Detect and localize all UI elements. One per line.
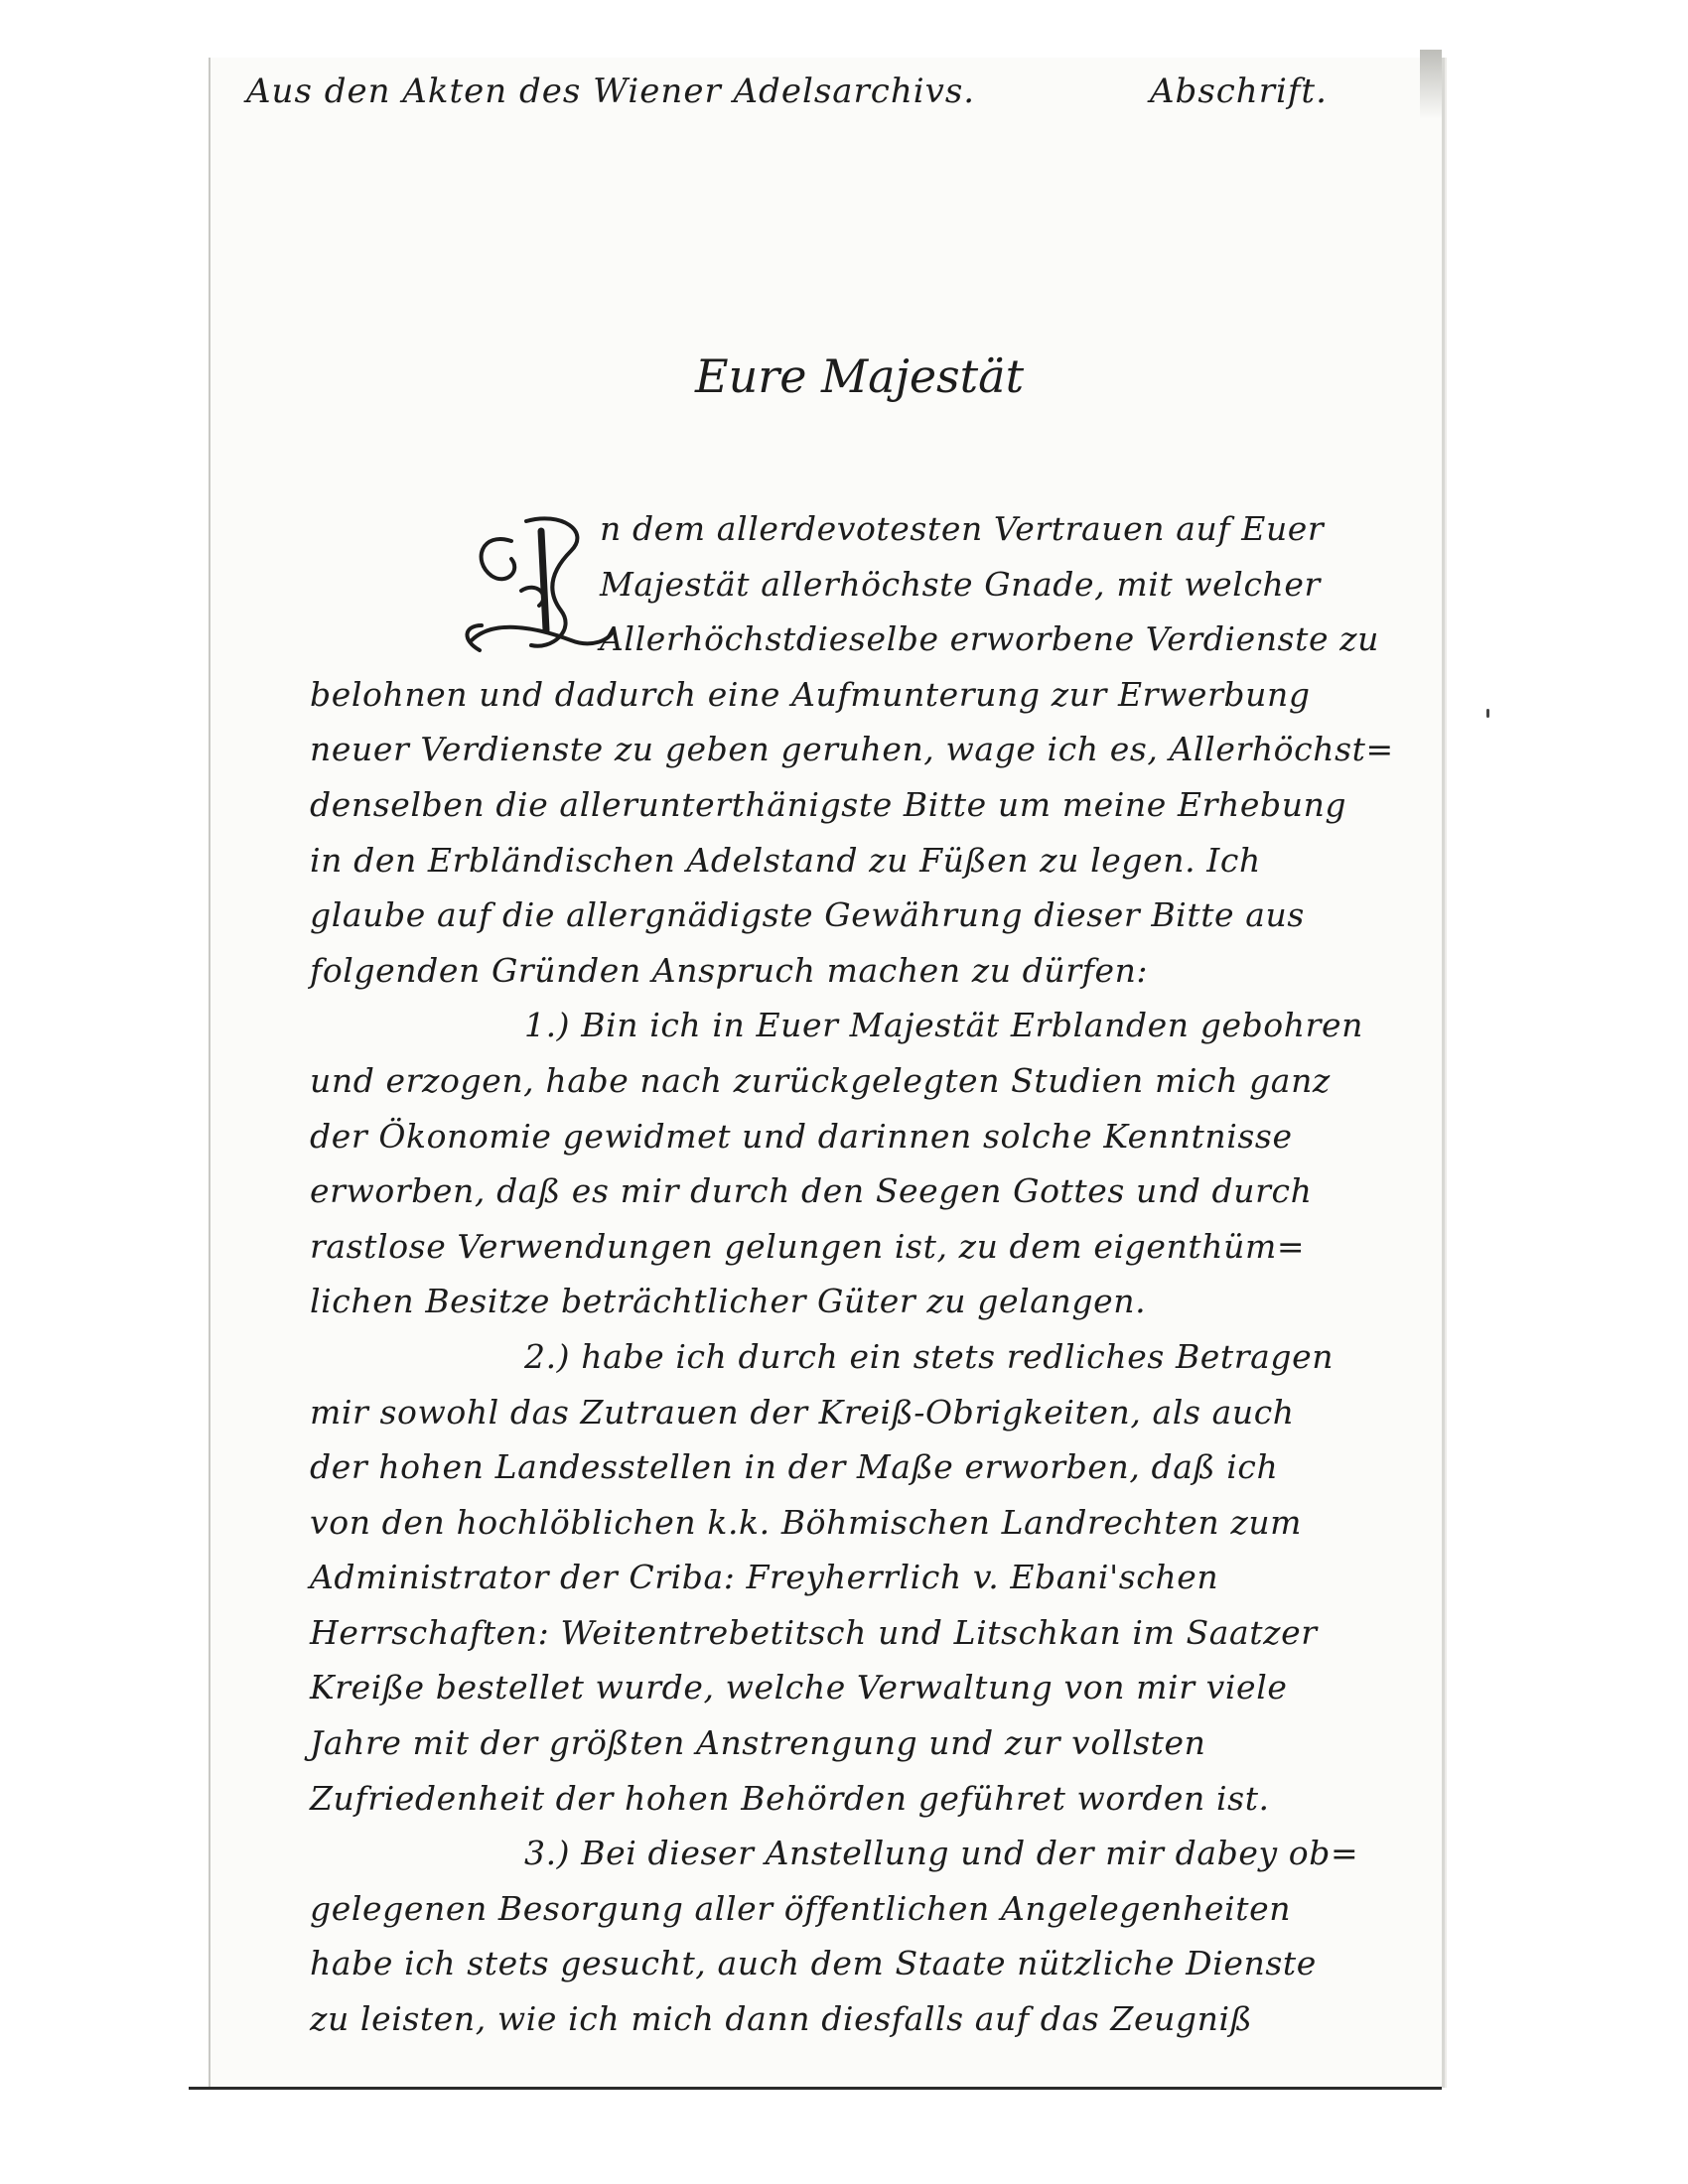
text-line: Jahre mit der größten Anstrengung und zur vollsten bbox=[310, 1723, 1206, 1763]
archive-header: Aus den Akten des Wiener Adelsarchivs. bbox=[246, 71, 976, 111]
text-line: gelegenen Besorgung aller öffentlichen Angelegenheiten bbox=[310, 1888, 1292, 1928]
text-line: 3.) Bei dieser Anstellung und der mir dabey ob= bbox=[524, 1834, 1359, 1873]
text-line: habe ich stets gesucht, auch dem Staate nützliche Dienste bbox=[310, 1944, 1317, 1983]
text-line: neuer Verdienste zu geben geruhen, wage ich es, Allerhöchst= bbox=[310, 730, 1394, 769]
letter-body bbox=[310, 501, 1452, 2047]
text-line: Herrschaften: Weitentrebetitsch und Litschkan im Saatzer bbox=[310, 1612, 1318, 1652]
scan-speck bbox=[1486, 709, 1489, 718]
text-line: 1.) Bin ich in Euer Majestät Erblanden gebohren bbox=[524, 1006, 1363, 1045]
text-line: der hohen Landesstellen in der Maße erworben, daß ich bbox=[310, 1447, 1279, 1487]
text-line: der Ökonomie gewidmet und darinnen solche Kenntnisse bbox=[310, 1116, 1293, 1156]
text-line: und erzogen, habe nach zurückgelegten Studien mich ganz bbox=[310, 1060, 1331, 1100]
text-line: von den hochlöblichen k.k. Böhmischen Landrechten zum bbox=[310, 1502, 1303, 1542]
text-line: Zufriedenheit der hohen Behörden geführet worden ist. bbox=[310, 1778, 1270, 1818]
text-line: Kreiße bestellet wurde, welche Verwaltung von mir viele bbox=[310, 1668, 1288, 1707]
copy-label: Abschrift. bbox=[1150, 71, 1328, 111]
text-line: rastlose Verwendungen gelungen ist, zu dem eigenthüm= bbox=[310, 1226, 1306, 1266]
text-line: in den Erbländischen Adelstand zu Füßen zu legen. Ich bbox=[310, 840, 1261, 880]
page-bottom-rule bbox=[189, 2087, 1442, 2090]
text-line: glaube auf die allergnädigste Gewährung dieser Bitte aus bbox=[310, 895, 1305, 935]
text-line: mir sowohl das Zutrauen der Kreiß-Obrigkeiten, als auch bbox=[310, 1392, 1295, 1432]
salutation-title: Eure Majestät bbox=[695, 349, 1025, 403]
text-line: Allerhöchstdieselbe erworbene Verdienste zu bbox=[600, 619, 1380, 659]
text-line: belohnen und dadurch eine Aufmunterung zur Erwerbung bbox=[310, 674, 1311, 714]
text-line: 2.) habe ich durch ein stets redliches Betragen bbox=[524, 1336, 1335, 1376]
text-line: Administrator der Criba: Freyherrlich v. Ebani'schen bbox=[310, 1558, 1219, 1597]
text-line: folgenden Gründen Anspruch machen zu dürfen: bbox=[310, 950, 1149, 990]
scan-shadow bbox=[1420, 50, 1442, 119]
text-line: denselben die allerunterthänigste Bitte um meine Erhebung bbox=[310, 784, 1347, 824]
text-line: erworben, daß es mir durch den Seegen Gottes und durch bbox=[310, 1171, 1313, 1211]
text-line: lichen Besitze beträchtlicher Güter zu gelangen. bbox=[310, 1282, 1147, 1321]
text-line: n dem allerdevotesten Vertrauen auf Euer bbox=[600, 509, 1325, 548]
text-line: Majestät allerhöchste Gnade, mit welcher bbox=[600, 564, 1321, 604]
text-line: zu leisten, wie ich mich dann diesfalls auf das Zeugniß bbox=[310, 1999, 1253, 2039]
